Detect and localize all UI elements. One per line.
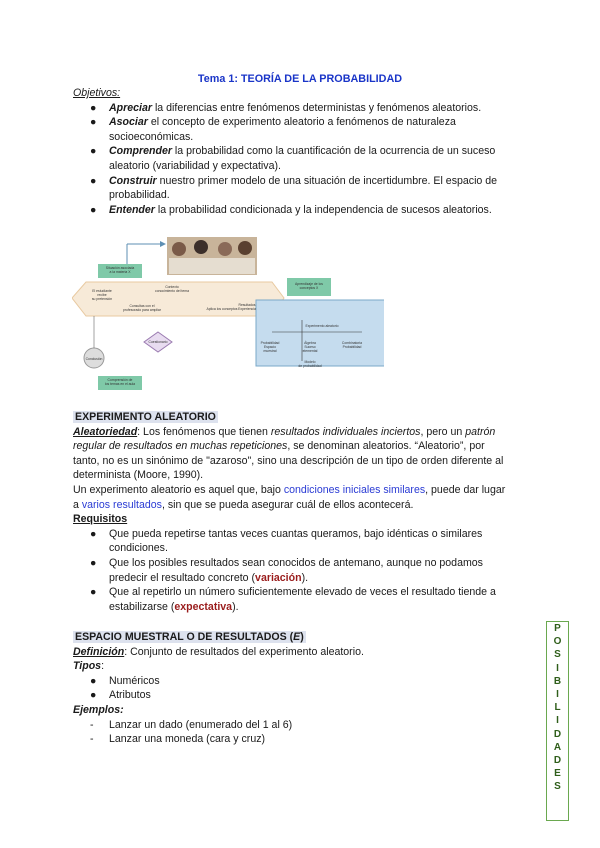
bullet-icon: ● [90, 174, 97, 187]
side-letter: S [554, 781, 561, 793]
espacio-heading-text: ESPACIO MUESTRAL O DE RESULTADOS ( [75, 631, 294, 643]
para2-highlight-b: varios resultados [81, 498, 162, 511]
definicion-label: Definición [73, 645, 125, 658]
diagram-label-comprehension: Comprensión de los temas en el aula [104, 378, 136, 386]
page-title: Tema 1: TEORÍA DE LA PROBABILIDAD [197, 73, 403, 85]
ejemplo-label: Lanzar un dado (enumerado del 1 al 6) [109, 718, 293, 731]
diagram-label-panel-c: Combinatoria Probabilidad [341, 341, 363, 349]
side-letter: E [554, 768, 561, 780]
espacio-section [73, 630, 533, 747]
requisito-line1: Que al repetirlo un número suficientemente elevado de veces el resultado tiende a [109, 586, 496, 599]
requisito-line2 [109, 541, 543, 556]
requisito-line2-text: predecir el resultado concreto ( [109, 571, 256, 584]
ejemplo-item [90, 718, 533, 733]
bullet-icon: ● [90, 689, 97, 702]
side-letter: I [556, 715, 559, 727]
diagram-label-mid2: Aplica los conceptos [206, 307, 238, 311]
bullet-icon: ● [90, 586, 97, 599]
requisito-keyword: expectativa [174, 600, 233, 613]
requisitos-label: Requisitos [73, 513, 128, 526]
requisitos-list [90, 527, 543, 615]
diagram-label-panel-b: Álgebra Suceso elemental [302, 341, 318, 353]
para2-text-c: a [73, 498, 82, 511]
side-letter: P [554, 623, 561, 634]
tipos-list [90, 674, 533, 703]
bullet-icon: ● [90, 116, 97, 129]
para1-text-b: , pero un [420, 425, 466, 438]
diagram-label-learning: Aprendizaje de los conceptos X [295, 282, 323, 290]
bullet-icon: ● [90, 101, 97, 114]
objectives-section [73, 86, 543, 217]
requisito-item [90, 527, 543, 556]
espacio-heading-symbol: E [293, 631, 301, 643]
objectives-label: Objetivos: [73, 87, 121, 99]
side-letter: L [554, 702, 561, 714]
diagram-label-panel-bottom: Modelo de probabilidad [298, 360, 322, 368]
para1-line3: tanto, no es un sinónimo de "azaroso", sino una descripción de un tipo de orden diferente al [73, 454, 504, 467]
bullet-icon: ● [90, 145, 97, 158]
requisito-keyword: variación [255, 571, 302, 584]
diagram-label-panel-top: Experimento aleatorio [305, 324, 339, 328]
para1-line2: , se denominan aleatorios. “Aleatorio”, por [287, 440, 485, 453]
objective-verb: Apreciar [109, 101, 152, 114]
side-letter: D [553, 728, 562, 740]
diagram-svg [72, 236, 384, 396]
objective-item [90, 144, 543, 173]
objective-text-cont: aleatorio (variabilidad y expectativa). [109, 159, 281, 172]
objective-verb: Construir [109, 174, 157, 187]
objective-text-cont: socioeconómicas. [109, 130, 194, 143]
tipo-label: Atributos [109, 689, 151, 702]
para1-italic-b: patrón [465, 425, 496, 438]
tipos-label: Tipos [73, 660, 102, 673]
side-letter: I [556, 662, 559, 674]
bullet-icon: ● [90, 527, 97, 540]
side-letter: A [553, 741, 562, 753]
objective-text: la diferencias entre fenómenos deterministas y fenómenos aleatorios. [152, 101, 482, 114]
side-letter: I [556, 689, 559, 701]
dash-icon: - [90, 718, 94, 731]
objective-text: nuestro primer modelo de una situación de incertidumbre. El espacio de [156, 174, 498, 187]
espacio-heading-end: ) [300, 631, 304, 643]
tipo-item [90, 674, 533, 689]
side-letter: D [553, 755, 562, 767]
requisito-line2-text: estabilizarse ( [109, 600, 175, 613]
bullet-icon: ● [90, 674, 97, 687]
ejemplos-label: Ejemplos: [73, 703, 124, 716]
experimento-heading: EXPERIMENTO ALEATORIO [75, 411, 216, 423]
para2-text-b: , puede dar lugar [425, 483, 506, 496]
objective-text: la probabilidad como la cuantificación de la ocurrencia de un suceso [171, 145, 496, 158]
side-letter: S [554, 649, 561, 661]
objective-verb: Comprender [109, 145, 172, 158]
side-letter: B [553, 675, 562, 687]
requisito-item [90, 556, 543, 585]
dash-icon: - [90, 733, 94, 746]
objectives-list [90, 101, 543, 218]
ejemplos-list [90, 718, 533, 747]
espacio-heading [73, 631, 306, 643]
tipos-colon: : [101, 660, 105, 673]
diagram-label-title: Contexto conocimiento del tema [155, 285, 189, 293]
tipo-label: Numéricos [109, 674, 160, 687]
para2-text-a: Un experimento aleatorio es aquel que, bajo [73, 483, 284, 496]
objective-text: el concepto de experimento aleatorio a fenómenos de naturaleza [147, 116, 456, 129]
diagram-label-mid1: Consultas con el profesorado para ampliar [123, 304, 161, 312]
process-diagram [72, 236, 384, 396]
requisito-end: ). [232, 600, 239, 613]
requisito-line2 [109, 600, 543, 615]
para1-text-a: : Los fenómenos que tienen [137, 425, 271, 438]
side-word-box [546, 621, 569, 821]
objective-item [90, 101, 543, 116]
bullet-icon: ● [90, 203, 97, 216]
para2-highlight-a: condiciones iniciales similares [283, 483, 426, 496]
diagram-label-diamond: Cuestionario [148, 340, 168, 344]
para1-italic-a: resultados individuales inciertos [270, 425, 421, 438]
para1-italic-c: regular de resultados en muchas repeticiones [73, 440, 288, 453]
requisito-line1: Que pueda repetirse tantas veces cuantas queramos, bajo idénticas o similares [109, 527, 483, 540]
diagram-label-right: Resultados Experiencia [238, 303, 256, 311]
experimento-section [73, 410, 543, 614]
ejemplo-item [90, 732, 533, 747]
requisito-line2-text: condiciones. [109, 542, 168, 555]
diagram-label-left: El estudiante recibe su pretensión [91, 289, 113, 301]
diagram-label-panel-a: Probabilidad Espacio muestral [260, 341, 280, 353]
objective-item [90, 115, 543, 144]
diagram-label-circle: Conclusión [85, 357, 103, 361]
requisito-line1: Que los posibles resultados sean conocidos de antemano, aunque no podamos [109, 556, 483, 569]
requisito-line2 [109, 571, 543, 586]
para2-text-d: , sin que se pueda asegurar cuál de ellos acontecerá. [161, 498, 414, 511]
definicion-text: : Conjunto de resultados del experimento aleatorio. [124, 645, 364, 658]
bullet-icon: ● [90, 556, 97, 569]
objective-text-cont: probabilidad. [109, 189, 170, 202]
diagram-label-situation: Situación asociada a la materia X [105, 266, 135, 274]
ejemplo-label: Lanzar una moneda (cara y cruz) [109, 733, 266, 746]
side-letter: O [553, 636, 562, 648]
objective-verb: Asociar [109, 116, 148, 129]
tipo-item [90, 688, 533, 703]
objective-item [90, 203, 543, 218]
objective-item [90, 174, 543, 203]
objective-verb: Entender [109, 203, 155, 216]
objective-text: la probabilidad condicionada y la independencia de sucesos aleatorios. [154, 203, 492, 216]
requisito-end: ). [301, 571, 309, 584]
requisito-item [90, 585, 543, 614]
diagram-concept-panel [256, 300, 384, 366]
aleatoriedad-term: Aleatoriedad [73, 425, 138, 438]
para1-line4: determinista (Moore, 1990). [73, 469, 204, 482]
